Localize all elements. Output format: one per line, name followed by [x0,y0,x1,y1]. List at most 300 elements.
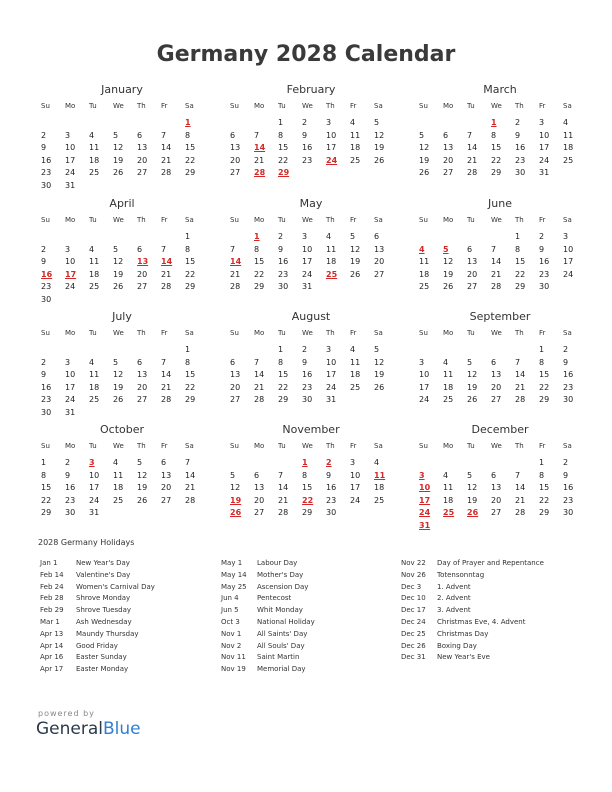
weekday-header: Mo [254,329,265,337]
month-days-grid [227,440,395,520]
holiday-date: Feb 29 [40,606,64,615]
day-cell: 4 [89,244,95,254]
holiday-day-cell: 3 [419,470,425,480]
holiday-name: Mother's Day [257,570,304,579]
day-cell: 26 [113,395,124,404]
holiday-name: All Souls' Day [257,641,305,650]
holiday-date: Feb 24 [40,582,64,591]
day-cell: 20 [161,483,172,492]
weekday-header: Sa [374,216,383,224]
day-cell: 18 [443,495,454,505]
holiday-name: All Saints' Day [257,629,308,638]
holiday-day-cell: 26 [230,508,242,517]
day-cell: 21 [254,382,265,392]
day-cell: 28 [515,508,526,517]
day-cell: 11 [350,130,361,140]
brand-general: General [36,719,103,739]
holiday-item [221,652,315,664]
day-cell: 5 [230,470,236,480]
day-cell: 30 [302,395,313,404]
day-cell: 9 [302,130,308,140]
day-cell: 14 [161,370,172,379]
holiday-day-cell: 24 [326,155,338,165]
day-cell: 26 [374,155,385,165]
day-cell: 7 [161,130,167,140]
day-cell: 16 [326,483,337,492]
holiday-day-cell: 14 [254,143,266,152]
day-cell: 21 [491,269,502,279]
day-cell: 4 [443,357,449,367]
day-cell: 11 [89,143,100,152]
empty-day-cell [227,231,251,244]
month-may [227,197,395,294]
weekday-header: Tu [467,102,475,110]
day-cell: 17 [65,382,76,392]
day-cell: 17 [302,257,313,266]
holiday-item [401,617,544,629]
day-cell: 22 [254,269,265,279]
empty-day-cell [275,457,299,470]
holiday-day-cell: 28 [254,168,266,177]
day-cell: 18 [374,483,385,492]
day-cell: 21 [515,382,526,392]
weekday-header: Su [230,102,239,110]
day-cell: 9 [41,257,47,266]
day-cell: 21 [161,155,172,165]
weekday-header: Sa [185,216,194,224]
empty-day-cell [62,344,86,357]
weekday-header: Th [137,329,146,337]
day-cell: 10 [326,357,337,367]
day-cell: 18 [563,143,574,152]
month-name: July [112,310,132,323]
holiday-date: Dec 24 [401,617,426,626]
day-cell: 15 [41,483,52,492]
weekday-header: We [491,102,502,110]
day-cell: 22 [185,269,196,279]
holiday-name: Day of Prayer and Repentance [437,559,544,567]
holiday-date: Nov 2 [221,641,242,650]
day-cell: 5 [374,345,380,354]
day-cell: 22 [539,495,550,505]
day-cell: 8 [539,470,545,480]
weekday-header: Tu [278,329,286,337]
month-name: November [282,423,340,436]
day-cell: 20 [137,382,148,392]
day-cell: 3 [563,232,569,241]
weekday-header: Th [137,442,146,450]
brand-blue: Blue [103,719,141,739]
holiday-name: 3. Advent [437,606,471,615]
holiday-name: New Year's Day [76,559,130,567]
holiday-date: Dec 25 [401,629,426,638]
day-cell: 25 [89,168,100,177]
day-cell: 17 [326,370,337,379]
day-cell: 26 [467,395,478,404]
day-cell: 12 [113,143,124,152]
holiday-day-cell: 29 [278,168,290,177]
day-cell: 23 [563,495,574,505]
day-cell: 12 [467,370,478,379]
day-cell: 3 [350,458,356,467]
weekday-header: Su [41,442,50,450]
day-cell: 13 [137,143,148,152]
holiday-day-cell: 10 [419,483,431,492]
weekday-header: Fr [350,102,357,110]
day-cell: 19 [113,269,124,279]
empty-day-cell [134,231,158,244]
weekday-header: Fr [161,102,168,110]
day-cell: 11 [443,370,454,379]
empty-day-cell [512,344,536,357]
day-cell: 12 [443,257,454,266]
holiday-name: Women's Carnival Day [76,582,155,591]
day-cell: 7 [185,458,191,467]
day-cell: 26 [419,168,430,177]
day-cell: 15 [302,483,313,492]
month-august [227,310,395,407]
day-cell: 29 [302,508,313,517]
day-cell: 14 [254,370,265,379]
day-cell: 5 [350,232,356,241]
weekday-header: We [302,102,313,110]
day-cell: 26 [137,495,148,505]
day-cell: 19 [467,495,478,505]
day-cell: 8 [185,130,191,140]
holiday-date: Nov 19 [221,665,246,674]
holiday-name: Christmas Day [437,629,489,638]
day-cell: 8 [41,470,47,480]
weekday-header: Th [326,216,335,224]
day-cell: 21 [278,495,289,505]
month-january [38,83,206,192]
weekday-header: We [113,329,124,337]
day-cell: 6 [161,458,167,467]
day-cell: 30 [41,294,52,304]
holiday-day-cell: 16 [41,269,53,279]
day-cell: 19 [467,382,478,392]
holiday-column [221,558,315,676]
holiday-name: Pentecost [257,594,292,603]
holiday-name: 2. Advent [437,594,471,603]
empty-day-cell [134,117,158,130]
holiday-name: Maundy Thursday [76,629,139,638]
day-cell: 9 [563,357,569,367]
day-cell: 10 [350,470,361,480]
day-cell: 9 [278,244,284,254]
day-cell: 17 [65,155,76,165]
month-days-grid [38,440,206,520]
holiday-item [40,605,155,617]
day-cell: 11 [326,244,337,254]
weekday-header: Mo [65,329,76,337]
weekday-header: Fr [161,216,168,224]
day-cell: 6 [491,470,497,480]
weekday-header: Su [41,102,50,110]
holiday-name: Whit Monday [257,606,303,615]
holiday-item [221,558,315,570]
day-cell: 22 [539,382,550,392]
holiday-day-cell: 13 [137,257,149,266]
day-cell: 30 [515,168,526,177]
day-cell: 9 [539,244,545,254]
day-cell: 26 [113,282,124,291]
day-cell: 13 [467,257,478,266]
month-days-grid [38,100,206,192]
month-name: September [469,310,531,323]
day-cell: 15 [185,143,196,152]
day-cell: 28 [515,395,526,404]
month-days-grid [416,440,584,532]
empty-day-cell [62,117,86,130]
day-cell: 25 [350,382,361,392]
day-cell: 2 [65,458,71,467]
weekday-header: Su [419,216,428,224]
day-cell: 19 [374,370,385,379]
day-cell: 21 [515,495,526,505]
day-cell: 9 [41,143,47,152]
day-cell: 23 [65,495,76,505]
holiday-date: Oct 3 [221,617,240,626]
day-cell: 13 [491,483,502,492]
day-cell: 1 [539,458,545,467]
day-cell: 28 [161,282,172,291]
day-cell: 23 [539,269,550,279]
weekday-header: Mo [254,442,265,450]
day-cell: 8 [515,244,521,254]
holiday-item [40,558,155,570]
weekday-header: Tu [467,442,475,450]
day-cell: 31 [539,168,550,177]
day-cell: 27 [137,168,148,177]
day-cell: 19 [419,155,430,165]
day-cell: 9 [65,470,71,480]
day-cell: 8 [302,470,308,480]
day-cell: 19 [443,269,454,279]
holiday-day-cell: 4 [419,244,425,254]
day-cell: 10 [539,130,550,140]
weekday-header: Mo [443,102,454,110]
holiday-name: Christmas Eve, 4. Advent [437,617,526,626]
holiday-date: Nov 11 [221,653,246,662]
day-cell: 25 [374,495,385,505]
weekday-header: Sa [185,102,194,110]
day-cell: 29 [278,395,289,404]
day-cell: 30 [563,508,574,517]
day-cell: 13 [230,143,241,152]
day-cell: 6 [137,130,143,140]
day-cell: 27 [443,168,454,177]
day-cell: 15 [185,370,196,379]
holiday-day-cell: 1 [185,118,191,127]
weekday-header: Tu [467,329,475,337]
day-cell: 12 [113,370,124,379]
holiday-date: Nov 1 [221,629,242,638]
weekday-header: We [302,442,313,450]
empty-day-cell [251,117,275,130]
holiday-day-cell: 11 [374,470,386,480]
day-cell: 7 [491,244,497,254]
day-cell: 22 [41,495,52,505]
day-cell: 3 [326,345,332,354]
holiday-name: Ash Wednesday [76,617,132,626]
day-cell: 2 [563,345,569,354]
empty-day-cell [110,117,134,130]
empty-day-cell [440,117,464,130]
day-cell: 7 [230,244,236,254]
day-cell: 30 [326,508,337,517]
holiday-column [401,558,544,664]
day-cell: 6 [467,244,473,254]
day-cell: 2 [41,130,47,140]
day-cell: 26 [443,282,454,291]
day-cell: 11 [419,257,430,266]
day-cell: 28 [254,395,265,404]
weekday-header: Fr [350,216,357,224]
month-name: December [471,423,529,436]
holiday-item [40,593,155,605]
day-cell: 2 [278,232,284,241]
day-cell: 23 [41,168,52,177]
month-july [38,310,206,419]
day-cell: 3 [65,244,71,254]
holiday-date: Dec 31 [401,653,426,662]
month-name: May [299,197,323,210]
weekday-header: Th [137,102,146,110]
weekday-header: Fr [539,329,546,337]
holiday-name: New Year's Eve [437,653,490,662]
holiday-date: Dec 17 [401,606,426,615]
day-cell: 5 [467,357,473,367]
day-cell: 29 [539,395,550,404]
day-cell: 2 [302,118,308,127]
day-cell: 28 [491,282,502,291]
holiday-item [401,652,544,664]
holiday-item [40,629,155,641]
holiday-day-cell: 17 [419,495,431,505]
day-cell: 19 [350,257,361,266]
weekday-header: Su [230,329,239,337]
month-february [227,83,395,180]
day-cell: 31 [65,180,76,190]
day-cell: 15 [278,370,289,379]
day-cell: 4 [350,118,356,127]
weekday-header: Th [326,102,335,110]
day-cell: 23 [278,269,289,279]
month-march [416,83,584,180]
holiday-name: Memorial Day [257,665,306,674]
day-cell: 24 [350,495,361,505]
weekday-header: Fr [539,216,546,224]
holiday-day-cell: 25 [443,508,455,517]
day-cell: 11 [113,470,124,480]
holiday-item [40,641,155,653]
day-cell: 18 [89,155,100,165]
day-cell: 27 [467,282,478,291]
empty-day-cell [464,117,488,130]
holiday-day-cell: 1 [254,232,260,241]
day-cell: 7 [515,470,521,480]
empty-day-cell [416,117,440,130]
day-cell: 18 [419,269,430,279]
weekday-header: We [113,442,124,450]
day-cell: 13 [491,370,502,379]
empty-day-cell [251,344,275,357]
day-cell: 30 [41,407,52,417]
weekday-header: Th [326,442,335,450]
brand-logo[interactable] [36,719,141,739]
day-cell: 4 [89,130,95,140]
month-june [416,197,584,294]
day-cell: 11 [563,130,574,140]
day-cell: 2 [515,118,521,127]
holiday-item [221,570,315,582]
holiday-date: Apr 14 [40,641,64,650]
day-cell: 24 [65,395,76,404]
month-days-grid [416,100,584,180]
day-cell: 14 [278,483,289,492]
day-cell: 29 [185,395,196,404]
day-cell: 10 [89,470,100,480]
weekday-header: Su [419,442,428,450]
day-cell: 18 [326,257,337,266]
day-cell: 25 [89,395,100,404]
holiday-item [40,617,155,629]
day-cell: 25 [350,155,361,165]
day-cell: 2 [41,244,47,254]
weekday-header: Su [230,442,239,450]
day-cell: 19 [137,483,148,492]
day-cell: 21 [161,382,172,392]
day-cell: 16 [278,257,289,266]
weekday-header: We [491,329,502,337]
holiday-date: Jun 4 [221,594,239,603]
month-november [227,423,395,520]
day-cell: 30 [65,508,76,517]
day-cell: 9 [326,470,332,480]
day-cell: 21 [161,269,172,279]
day-cell: 2 [563,458,569,467]
day-cell: 3 [302,232,308,241]
day-cell: 25 [563,155,574,165]
holiday-date: May 25 [221,582,247,591]
day-cell: 16 [563,370,574,379]
day-cell: 24 [326,382,337,392]
day-cell: 18 [113,483,124,492]
day-cell: 21 [254,155,265,165]
day-cell: 6 [137,357,143,367]
holiday-day-cell: 31 [419,520,431,530]
month-name: August [291,310,331,323]
day-cell: 24 [539,155,550,165]
day-cell: 1 [41,458,47,467]
day-cell: 20 [137,155,148,165]
weekday-header: Sa [563,329,572,337]
weekday-header: Th [515,102,524,110]
holiday-day-cell: 1 [302,458,308,467]
empty-day-cell [158,231,182,244]
weekday-header: Fr [161,442,168,450]
day-cell: 13 [137,370,148,379]
day-cell: 20 [254,495,265,505]
holiday-item [221,593,315,605]
day-cell: 8 [491,130,497,140]
day-cell: 3 [65,357,71,367]
empty-day-cell [251,457,275,470]
day-cell: 27 [137,395,148,404]
day-cell: 30 [563,395,574,404]
day-cell: 31 [302,282,313,291]
